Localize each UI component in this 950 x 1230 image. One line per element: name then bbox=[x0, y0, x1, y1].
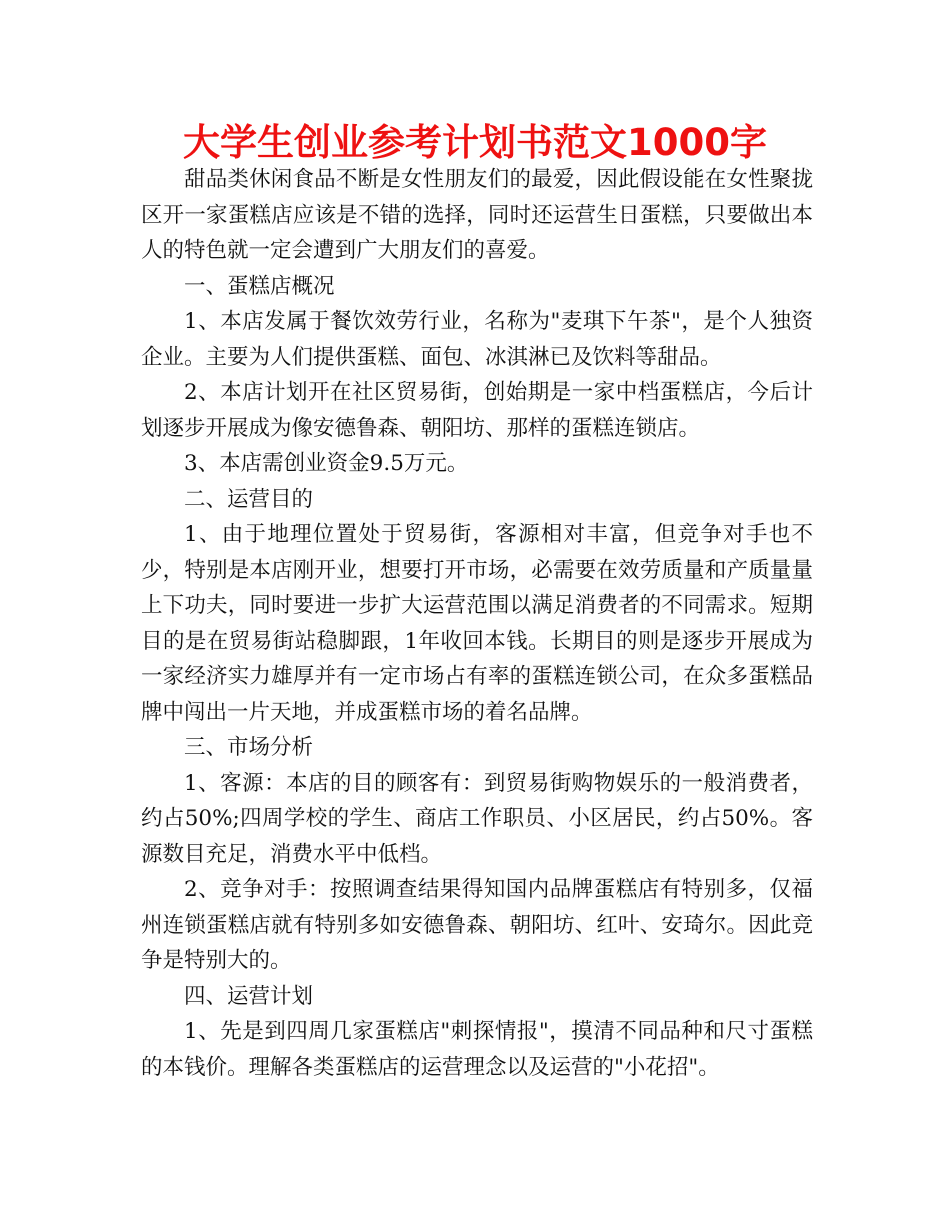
paragraph: 1、客源：本店的目的顾客有：到贸易街购物娱乐的一般消费者，约占50%;四周学校的学生、商店工作职员、小区居民，约占50%。客源数目充足，消费水平中低档。 bbox=[141, 770, 813, 867]
paragraph: 2、竞争对手：按照调查结果得知国内品牌蛋糕店有特别多，仅福州连锁蛋糕店就有特别多如安德鲁森、朝阳坊、红叶、安琦尔。因此竞争是特别大的。 bbox=[141, 877, 813, 973]
section-heading-market-analysis: 三、市场分析 bbox=[184, 735, 314, 760]
intro-paragraph: 甜品类休闲食品不断是女性朋友们的最爱，因此假设能在女性聚拢区开一家蛋糕店应该是不错的选择，同时还运营生日蛋糕，只要做出本人的特色就一定会遭到广大朋友们的喜爱。 bbox=[141, 167, 813, 263]
section-heading-overview: 一、蛋糕店概况 bbox=[184, 273, 335, 299]
document-body bbox=[141, 162, 813, 1085]
paragraph: 1、先是到四周几家蛋糕店"刺探情报"，摸清不同品种和尺寸蛋糕的本钱价。理解各类蛋糕店的运营理念以及运营的"小花招"。 bbox=[141, 1019, 813, 1080]
paragraph: 3、本店需创业资金9.5万元。 bbox=[184, 451, 469, 476]
section-heading-goals: 二、运营目的 bbox=[184, 486, 314, 512]
document-title: 大学生创业参考计划书范文1000字 bbox=[183, 121, 767, 164]
paragraph: 1、由于地理位置处于贸易街，客源相对丰富，但竞争对手也不少，特别是本店刚开业，想要打开市场，必需要在效劳质量和产质量量上下功夫，同时要进一步扩大运营范围以满足消费者的不同需求。短期目的是在贸易街站稳脚跟，1年收回本钱。长期目的则是逐步开展成为一家经济实力雄厚并有一定市场占有率的蛋糕连锁公司，在众多蛋糕品牌中闯出一片天地，并成蛋糕市场的着名品牌。 bbox=[141, 522, 813, 725]
paragraph: 2、本店计划开在社区贸易街，创始期是一家中档蛋糕店，今后计划逐步开展成为像安德鲁森、朝阳坊、那样的蛋糕连锁店。 bbox=[141, 380, 813, 441]
paragraph: 1、本店发属于餐饮效劳行业，名称为"麦琪下午茶"，是个人独资企业。主要为人们提供蛋糕、面包、冰淇淋已及饮料等甜品。 bbox=[141, 309, 813, 370]
section-heading-operation-plan: 四、运营计划 bbox=[184, 983, 314, 1009]
